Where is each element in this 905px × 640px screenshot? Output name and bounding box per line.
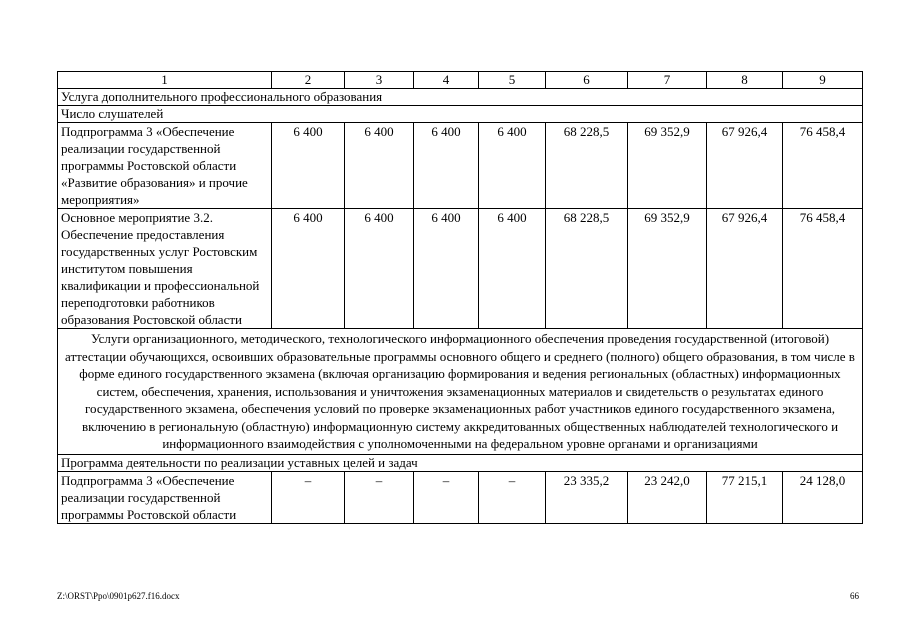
value-cell: – xyxy=(479,471,546,523)
header-cell: 3 xyxy=(345,72,414,89)
header-row xyxy=(58,72,863,89)
table-row xyxy=(58,209,863,329)
row-name: Подпрограмма 3 «Обеспечение реализации государственной программы Ростовской области «Развитие образования» и прочие мероприятия» xyxy=(58,123,272,209)
table-row xyxy=(58,471,863,523)
footer-page-number: 66 xyxy=(850,591,859,601)
value-cell: – xyxy=(272,471,345,523)
value-cell: 6 400 xyxy=(414,209,479,329)
value-cell: 23 335,2 xyxy=(546,471,628,523)
section-row xyxy=(58,89,863,106)
section-title-service-gia: Услуги организационного, методического, технологического информационного обеспечения проведения государственной (итоговой) аттестации обучающихся, освоивших образовательные программы основного общего и среднего (полного) общего образования, в том числе в форме единого государственного экзамена (включая организацию формирования и ведения региональных (областных) информационных систем, обеспечения, хранения, использования и уничтожения экзаменационных материалов и свидетельств о результатах единого государственного экзамена, обеспечения условий по проверке экзаменационных работ участников единого государственного экзамена, включению в региональную (областную) информационную систему аккредитованных общественных наблюдателей технологического и информационного взаимодействия с уполномоченными на федеральном уровне органами и организациями xyxy=(58,329,863,455)
header-cell: 4 xyxy=(414,72,479,89)
header-cell: 8 xyxy=(707,72,783,89)
value-cell: 76 458,4 xyxy=(783,209,863,329)
section-row xyxy=(58,106,863,123)
value-cell: 24 128,0 xyxy=(783,471,863,523)
value-cell: – xyxy=(345,471,414,523)
value-cell: 6 400 xyxy=(345,209,414,329)
value-cell: 6 400 xyxy=(272,123,345,209)
header-cell: 5 xyxy=(479,72,546,89)
value-cell: 23 242,0 xyxy=(628,471,707,523)
row-name: Подпрограмма 3 «Обеспечение реализации государственной программы Ростовской области xyxy=(58,471,272,523)
section-row xyxy=(58,329,863,455)
value-cell: 6 400 xyxy=(479,123,546,209)
value-cell: 77 215,1 xyxy=(707,471,783,523)
footer-file-path: Z:\ORST\Ppo\0901p627.f16.docx xyxy=(57,591,180,601)
table-row xyxy=(58,123,863,209)
data-table xyxy=(57,71,863,524)
value-cell: 6 400 xyxy=(345,123,414,209)
section-title-program: Программа деятельности по реализации уставных целей и задач xyxy=(58,454,863,471)
section-title-service-dpo: Услуга дополнительного профессионального образования xyxy=(58,89,863,106)
value-cell: 76 458,4 xyxy=(783,123,863,209)
value-cell: 68 228,5 xyxy=(546,123,628,209)
header-cell: 2 xyxy=(272,72,345,89)
header-cell: 6 xyxy=(546,72,628,89)
row-name: Основное мероприятие 3.2. Обеспечение предоставления государственных услуг Ростовским институтом повышения квалификации и профессиональной переподготовки работников образования Ростовской области xyxy=(58,209,272,329)
value-cell: – xyxy=(414,471,479,523)
header-cell: 9 xyxy=(783,72,863,89)
header-cell: 7 xyxy=(628,72,707,89)
value-cell: 67 926,4 xyxy=(707,123,783,209)
value-cell: 6 400 xyxy=(414,123,479,209)
header-cell: 1 xyxy=(58,72,272,89)
value-cell: 68 228,5 xyxy=(546,209,628,329)
value-cell: 67 926,4 xyxy=(707,209,783,329)
value-cell: 6 400 xyxy=(272,209,345,329)
value-cell: 6 400 xyxy=(479,209,546,329)
value-cell: 69 352,9 xyxy=(628,123,707,209)
section-row xyxy=(58,454,863,471)
section-title-listeners: Число слушателей xyxy=(58,106,863,123)
value-cell: 69 352,9 xyxy=(628,209,707,329)
